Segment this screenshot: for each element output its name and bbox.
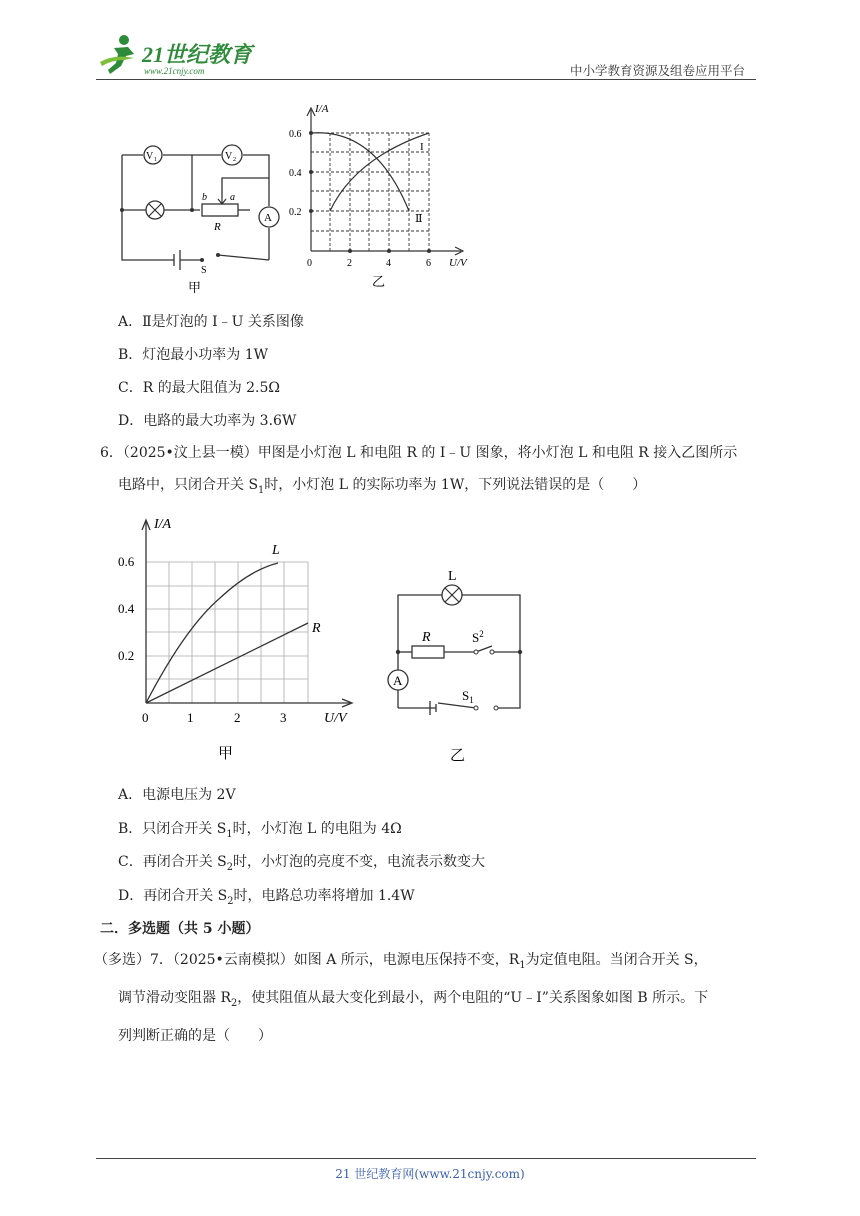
fig1-graph-origin: 0 bbox=[307, 258, 312, 269]
curve-I-label: I bbox=[420, 141, 424, 153]
lamp-icon bbox=[146, 201, 164, 219]
q6-y-tick: 0.2 bbox=[118, 648, 135, 663]
runner-icon bbox=[100, 35, 134, 74]
ammeter bbox=[388, 670, 408, 690]
fig1-y-tick: 0.6 bbox=[289, 129, 302, 140]
lamp-label: L bbox=[448, 569, 457, 584]
footer-text: 21 世纪教育网(www.21cnjy.com) bbox=[335, 1167, 525, 1181]
svg-text:2: 2 bbox=[233, 157, 236, 163]
q6-iu-graph bbox=[110, 508, 360, 768]
svg-text:A: A bbox=[264, 212, 272, 224]
fig1-y-tick: 0.2 bbox=[289, 207, 302, 218]
q5-option-d: D．电路的最大功率为 3.6W bbox=[118, 413, 297, 429]
rheostat bbox=[202, 204, 238, 216]
ammeter bbox=[259, 207, 279, 227]
svg-text:V: V bbox=[146, 151, 154, 162]
header-divider bbox=[96, 79, 756, 80]
q6-circuit-diagram bbox=[380, 560, 540, 770]
q7-line1: （多选）7．（2025•云南模拟）如图 A 所示，电源电压保持不变，$R_1$为定值电阻。当闭合开关 S， bbox=[94, 952, 708, 971]
q5-option-a: A．Ⅱ是灯泡的 I﹣U 关系图像 bbox=[118, 314, 304, 330]
v2-meter bbox=[222, 145, 242, 165]
fig1-graph-ylabel: I/A bbox=[315, 103, 329, 115]
q6-option-d: D．再闭合开关 $S_2$时，电路总功率将增加 1.4W bbox=[118, 888, 415, 907]
q6-circuit-caption: 乙 bbox=[450, 748, 466, 764]
fig1-x-tick: 4 bbox=[386, 258, 391, 269]
logo-url: www.21cnjy.com bbox=[144, 66, 205, 76]
q5-option-b: B．灯泡最小功率为 1W bbox=[118, 347, 269, 363]
switch-s2-label: $S^2$ bbox=[472, 629, 484, 645]
fig1-y-tick: 0.4 bbox=[289, 168, 302, 179]
slider-a-label: a bbox=[230, 192, 235, 203]
v1-meter bbox=[144, 146, 162, 164]
curve-L-label: L bbox=[272, 543, 280, 558]
svg-text:V: V bbox=[225, 151, 233, 162]
svg-text:1: 1 bbox=[154, 157, 157, 163]
q6-y-tick: 0.6 bbox=[118, 554, 135, 569]
q6-graph-caption: 甲 bbox=[218, 746, 234, 762]
svg-text:A: A bbox=[393, 673, 403, 688]
fig1-x-tick: 6 bbox=[426, 258, 431, 269]
curve-L bbox=[146, 563, 278, 703]
q6-line1: 6．（2025•汶上县一模）甲图是小灯泡 L 和电阻 R 的 I﹣U 图象，将小灯泡 L 和电阻 R 接入乙图所示 bbox=[100, 445, 738, 461]
section-heading: 二．多选题（共 5 小题） bbox=[100, 921, 260, 937]
fig1-graph-caption: 乙 bbox=[372, 274, 386, 289]
q7-stem bbox=[94, 944, 780, 1052]
fig1-x-tick: 2 bbox=[347, 258, 352, 269]
fig1-graph-xlabel: U/V bbox=[449, 257, 467, 269]
footer-divider bbox=[96, 1158, 756, 1159]
curve-I bbox=[330, 133, 429, 211]
q6-x-tick: 2 bbox=[234, 710, 241, 725]
lamp-icon bbox=[442, 585, 462, 605]
resistor-R bbox=[412, 646, 444, 658]
q6-option-c: C．再闭合开关 $S_2$时，小灯泡的亮度不变，电流表示数变大 bbox=[118, 854, 485, 873]
curve-II-label: Ⅱ bbox=[415, 213, 423, 225]
q6-graph-origin: 0 bbox=[142, 710, 149, 725]
q6-x-tick: 1 bbox=[187, 710, 194, 725]
q6-line2: 电路中，只闭合开关 $S_1$时，小灯泡 L 的实际功率为 1W，下列说法错误的是（ ） bbox=[118, 477, 647, 496]
q6-y-tick: 0.4 bbox=[118, 601, 135, 616]
switch-label: S bbox=[201, 265, 207, 276]
q6-option-b: B．只闭合开关 $S_1$时，小灯泡 L 的电阻为 4Ω bbox=[118, 821, 402, 840]
slider-b-label: b bbox=[202, 192, 207, 203]
logo-text: 21世纪教育 bbox=[142, 42, 253, 67]
q6-stem bbox=[100, 437, 765, 507]
q5-option-c: C．R 的最大阻值为 2.5Ω bbox=[118, 380, 281, 396]
header-platform-name: 中小学教育资源及组卷应用平台 bbox=[570, 63, 746, 78]
fig1-iu-graph bbox=[285, 98, 480, 298]
resistor-label: R bbox=[422, 630, 431, 645]
fig1-circuit-diagram bbox=[110, 130, 295, 298]
q6-x-tick: 3 bbox=[280, 710, 287, 725]
q6-graph-xlabel: U/V bbox=[324, 711, 347, 726]
q7-line3: 列判断正确的是（ ） bbox=[118, 1027, 272, 1044]
q6-graph-ylabel: I/A bbox=[154, 517, 172, 532]
q6-option-a: A．电源电压为 2V bbox=[118, 787, 236, 803]
site-logo bbox=[94, 32, 264, 80]
slider-arrow bbox=[218, 198, 226, 204]
fig1-circuit-caption: 甲 bbox=[188, 280, 202, 295]
line-R-label: R bbox=[312, 621, 321, 636]
q7-line2: 调节滑动变阻器 $R_2$，使其阻值从最大变化到最小，两个电阻的“U﹣I”关系图象如图 B 所示。下 bbox=[118, 989, 709, 1009]
switch-s1-label: $S_1$ bbox=[462, 688, 474, 705]
resistor-label: R bbox=[214, 221, 221, 233]
